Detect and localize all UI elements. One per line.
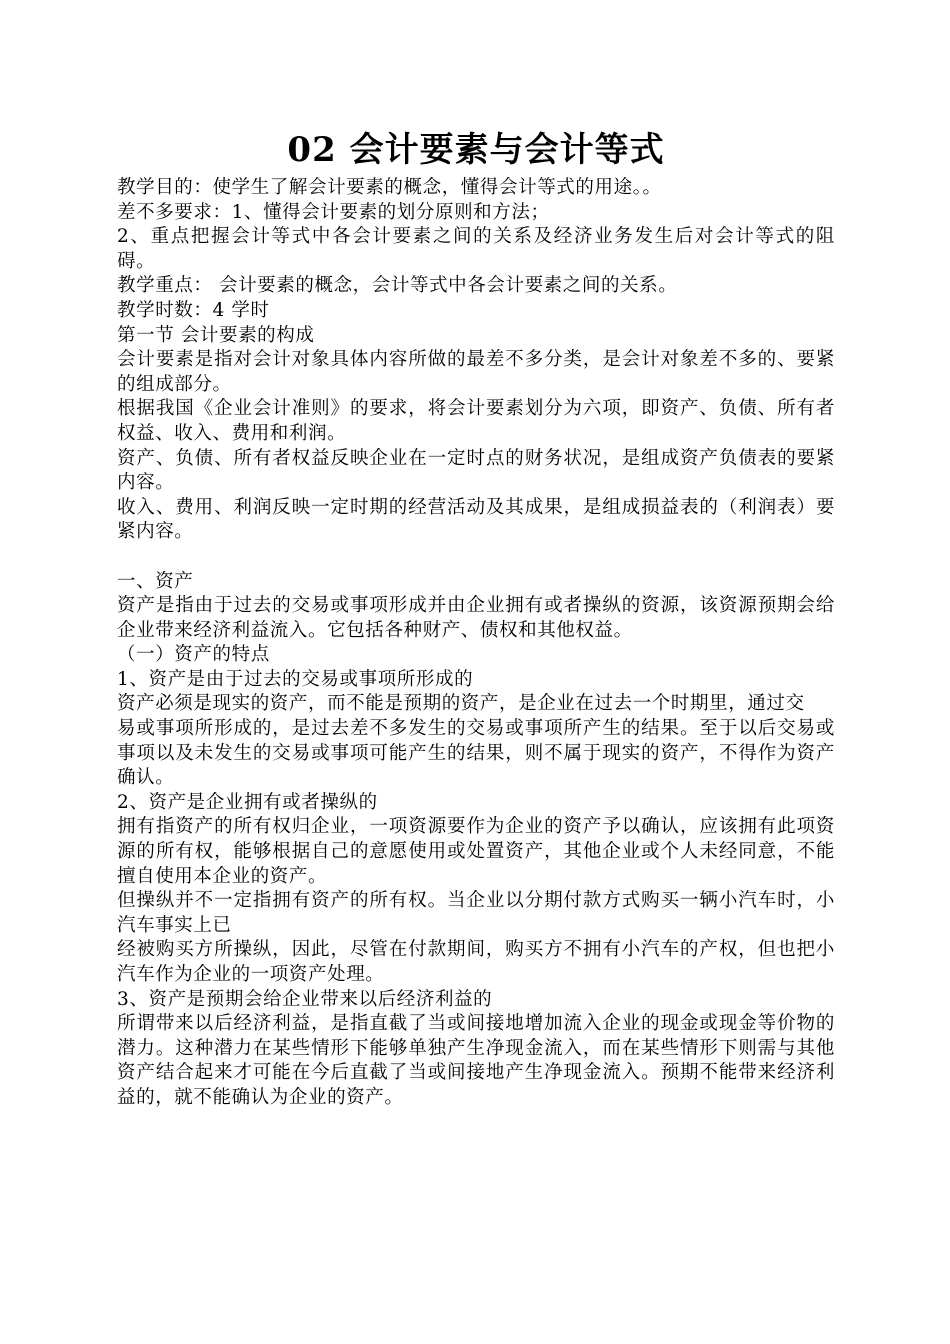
subsection-heading: （一）资产的特点 xyxy=(117,644,270,666)
paragraph: 拥有指资产的所有权归企业，一项资源要作为企业的资产予以确认，应该拥有此项资源的所有权，能够根据自己的意愿使用或处置资产，其他企业或个人未经同意，不能擅自使用本企业的资产。 xyxy=(117,816,835,887)
point-heading: 3、资产是预期会给企业带来以后经济利益的 xyxy=(117,988,493,1010)
paragraph: 经被购买方所操纵，因此，尽管在付款期间，购买方不拥有小汽车的产权，但也把小汽车作为企业的一项资产处理。 xyxy=(117,939,835,985)
paragraph: 教学重点： 会计要素的概念，会计等式中各会计要素之间的关系。 xyxy=(117,275,678,297)
document-title: 02 会计要素与会计等式 xyxy=(287,130,665,170)
section-heading: 第一节 会计要素的构成 xyxy=(117,324,315,346)
paragraph: 教学时数：4 学时 xyxy=(117,299,270,321)
paragraph: 教学目的：使学生了解会计要素的概念，懂得会计等式的用途。。 xyxy=(117,177,662,198)
document-page xyxy=(117,128,835,1111)
paragraph: 会计要素是指对会计对象具体内容所做的最差不多分类，是会计对象差不多的、要紧的组成部分。 xyxy=(117,349,835,395)
point-heading: 1、资产是由于过去的交易或事项所形成的 xyxy=(117,668,474,690)
document-body xyxy=(117,176,835,1111)
blank-line xyxy=(117,545,835,570)
paragraph: 但操纵并不一定指拥有资产的所有权。当企业以分期付款方式购买一辆小汽车时，小汽车事实上已 xyxy=(117,890,835,936)
paragraph: 易或事项所形成的，是过去差不多发生的交易或事项所产生的结果。至于以后交易或事项以及未发生的交易或事项可能产生的结果，则不属于现实的资产，不得作为资产确认。 xyxy=(117,718,835,789)
paragraph: 收入、费用、利润反映一定时期的经营活动及其成果，是组成损益表的（利润表）要紧内容。 xyxy=(117,496,835,543)
paragraph: 差不多要求：1、懂得会计要素的划分原则和方法； xyxy=(117,201,550,223)
paragraph: 资产必须是现实的资产，而不能是预期的资产，是企业在过去一个时期里，通过交 xyxy=(117,693,805,715)
point-heading: 2、资产是企业拥有或者操纵的 xyxy=(117,791,378,813)
paragraph: 资产、负债、所有者权益反映企业在一定时点的财务状况，是组成资产负债表的要紧内容。 xyxy=(117,447,835,494)
paragraph: 所谓带来以后经济利益，是指直截了当或间接地增加流入企业的现金或现金等价物的潜力。这种潜力在某些情形下能够单独产生净现金流入，而在某些情形下则需与其他资产结合起来才可能在今后直截了当或间接地产生净现金流入。预期不能带来经济利益的，就不能确认为企业的资产。 xyxy=(117,1013,835,1108)
paragraph: 2、重点把握会计等式中各会计要素之间的关系及经济业务发生后对会计等式的阻碍。 xyxy=(117,226,835,272)
section-heading: 一、资产 xyxy=(117,570,194,592)
paragraph: 资产是指由于过去的交易或事项形成并由企业拥有或者操纵的资源，该资源预期会给企业带来经济利益流入。它包括各种财产、债权和其他权益。 xyxy=(117,595,835,641)
paragraph: 根据我国《企业会计准则》的要求，将会计要素划分为六项，即资产、负债、所有者权益、收入、费用和利润。 xyxy=(117,398,835,444)
